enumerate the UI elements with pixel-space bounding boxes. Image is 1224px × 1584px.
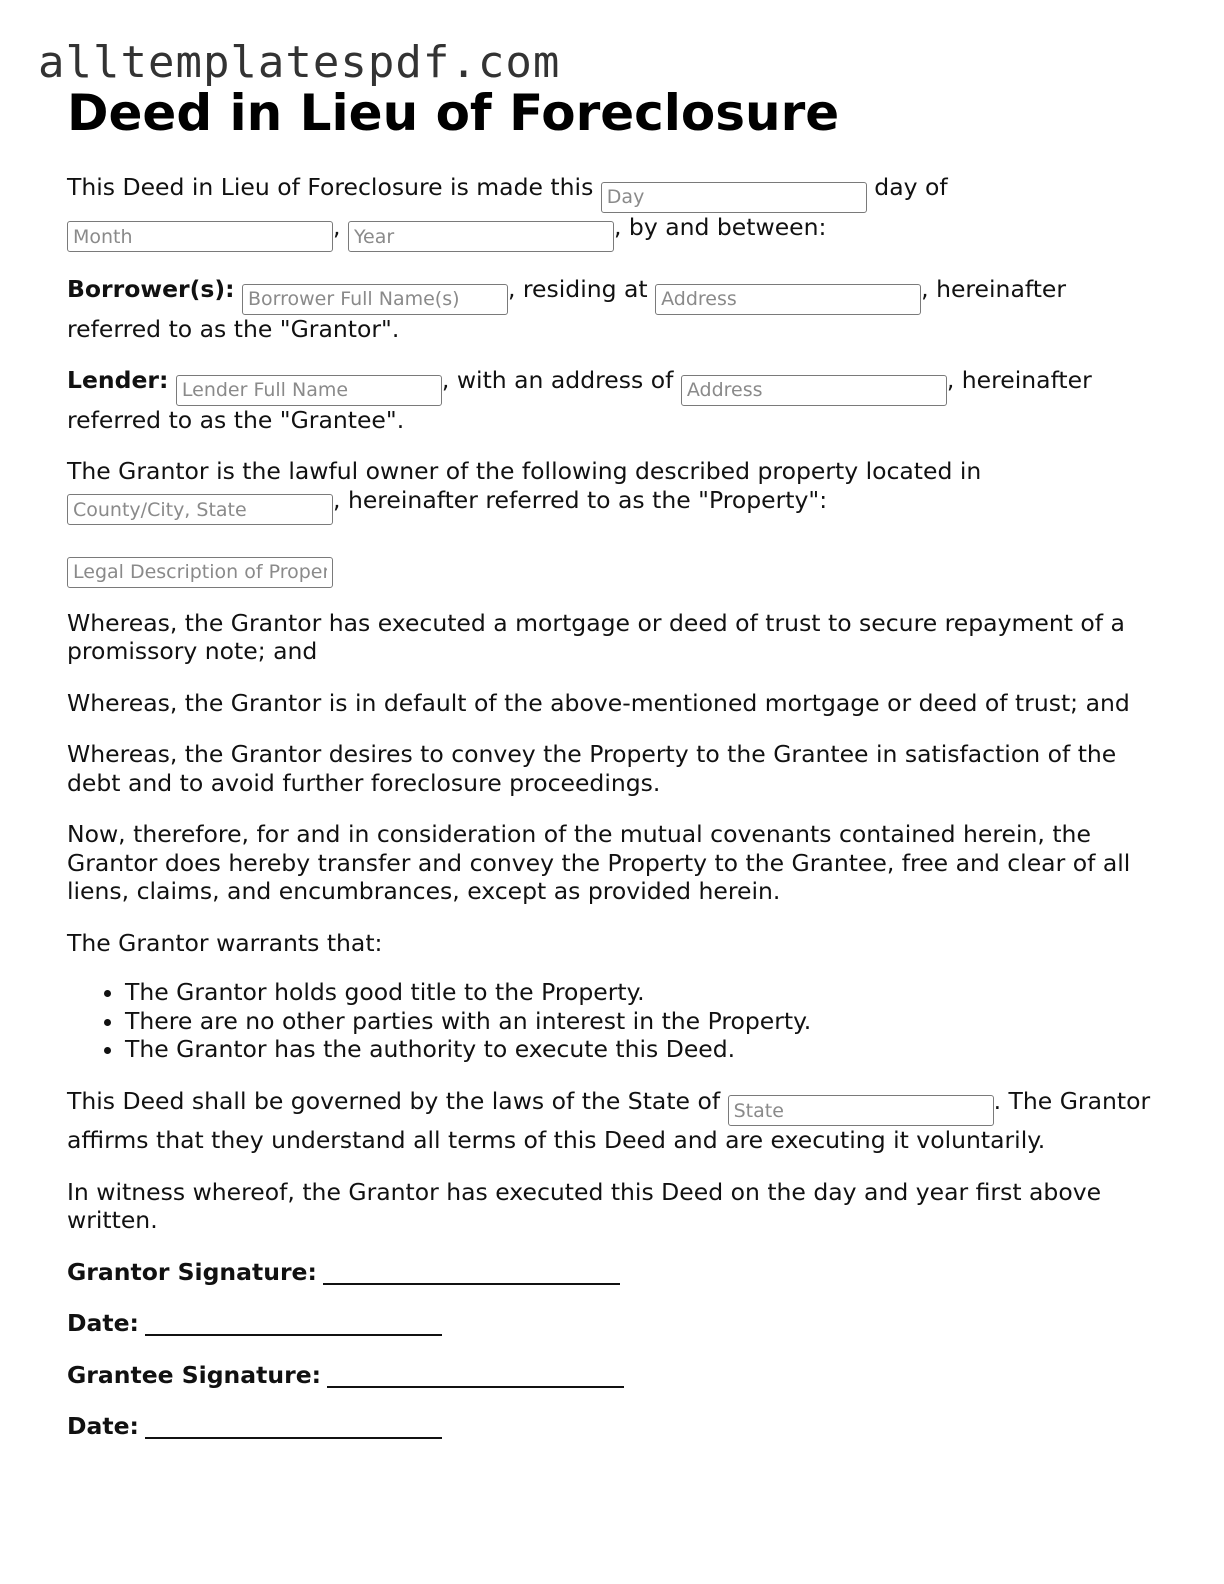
grantee-signature-label: Grantee Signature:: [67, 1360, 322, 1389]
grantee-date-line[interactable]: [145, 1413, 442, 1439]
legal-description-input[interactable]: [67, 557, 333, 588]
grantor-date-row: [67, 1309, 1162, 1338]
watermark: alltemplatespdf.com: [38, 37, 561, 88]
state-input[interactable]: [728, 1095, 994, 1126]
property-text-after: , hereinafter referred to as the "Property":: [333, 485, 828, 514]
warranties-list: [67, 978, 1162, 1064]
borrower-address-input[interactable]: [655, 284, 921, 315]
intro-comma: ,: [333, 212, 341, 241]
legal-description-row: [67, 548, 1162, 588]
warranty-item: • There are no other parties with an interest in the Property.: [125, 1007, 1162, 1036]
page-title: Deed in Lieu of Foreclosure: [67, 84, 840, 142]
borrower-residing-text: , residing at: [507, 275, 648, 303]
whereas-3: Whereas, the Grantor desires to convey the Property to the Grantee in satisfaction of the debt and to avoid further foreclosure proceedings.: [67, 740, 1117, 797]
lender-address-input[interactable]: [681, 375, 947, 406]
lender-name-input[interactable]: [176, 375, 442, 406]
grantor-date-label: Date:: [67, 1309, 139, 1337]
month-input[interactable]: [67, 221, 333, 252]
borrower-name-input[interactable]: [242, 284, 508, 315]
warranty-item: • The Grantor holds good title to the Property.: [125, 978, 1162, 1007]
grantor-signature-row: [67, 1258, 1162, 1287]
year-input[interactable]: [348, 221, 614, 252]
lender-paragraph: [67, 366, 1162, 434]
borrower-label: Borrower(s):: [67, 275, 235, 303]
grantor-signature-label: Grantor Signature:: [67, 1257, 317, 1286]
property-text-before: The Grantor is the lawful owner of the following described property located in: [67, 457, 982, 485]
deed-body: [67, 173, 1162, 1464]
whereas-2: Whereas, the Grantor is in default of the above-mentioned mortgage or deed of trust; and: [67, 688, 1130, 717]
governing-text-before: This Deed shall be governed by the laws of the State of: [67, 1086, 721, 1115]
grantee-signature-row: [67, 1361, 1162, 1390]
whereas-1: Whereas, the Grantor has executed a mortgage or deed of trust to secure repayment of a promissory note; and: [67, 608, 1125, 665]
grantor-signature-line[interactable]: [323, 1259, 620, 1285]
lender-label: Lender:: [67, 366, 169, 394]
warranty-item: • The Grantor has the authority to execute this Deed.: [125, 1035, 1162, 1064]
property-paragraph: [67, 457, 1162, 525]
governing-law-paragraph: [67, 1087, 1162, 1155]
now-therefore: Now, therefore, for and in consideration of the mutual covenants contained herein, the Grantor does hereby transfer and convey the Property to the Grantee, free and clear of all liens, claims, and encumbrances, except as provided herein.: [67, 820, 1131, 905]
borrower-after-text: , hereinafter referred to as the "Grantor".: [67, 275, 1067, 343]
governing-text-after: . The Grantor affirms that they understand all terms of this Deed and are executing it voluntarily.: [67, 1086, 1151, 1154]
intro-text-before-day: This Deed in Lieu of Foreclosure is made this: [67, 173, 594, 201]
grantor-date-line[interactable]: [145, 1310, 442, 1336]
borrower-paragraph: [67, 275, 1162, 343]
grantee-signature-line[interactable]: [327, 1362, 624, 1388]
intro-text-after-day: day of: [874, 173, 948, 201]
grantee-date-row: [67, 1412, 1162, 1441]
lender-after-text: , hereinafter referred to as the "Grantee".: [67, 366, 1092, 434]
property-location-input[interactable]: [67, 494, 333, 525]
warrants-intro: The Grantor warrants that:: [67, 928, 383, 957]
intro-paragraph: [67, 173, 1162, 252]
lender-address-text: , with an address of: [441, 366, 674, 394]
witness-paragraph: In witness whereof, the Grantor has executed this Deed on the day and year first above written.: [67, 1177, 1102, 1234]
intro-text-after-year: , by and between:: [613, 212, 827, 241]
grantee-date-label: Date:: [67, 1412, 139, 1440]
day-input[interactable]: [601, 182, 867, 213]
